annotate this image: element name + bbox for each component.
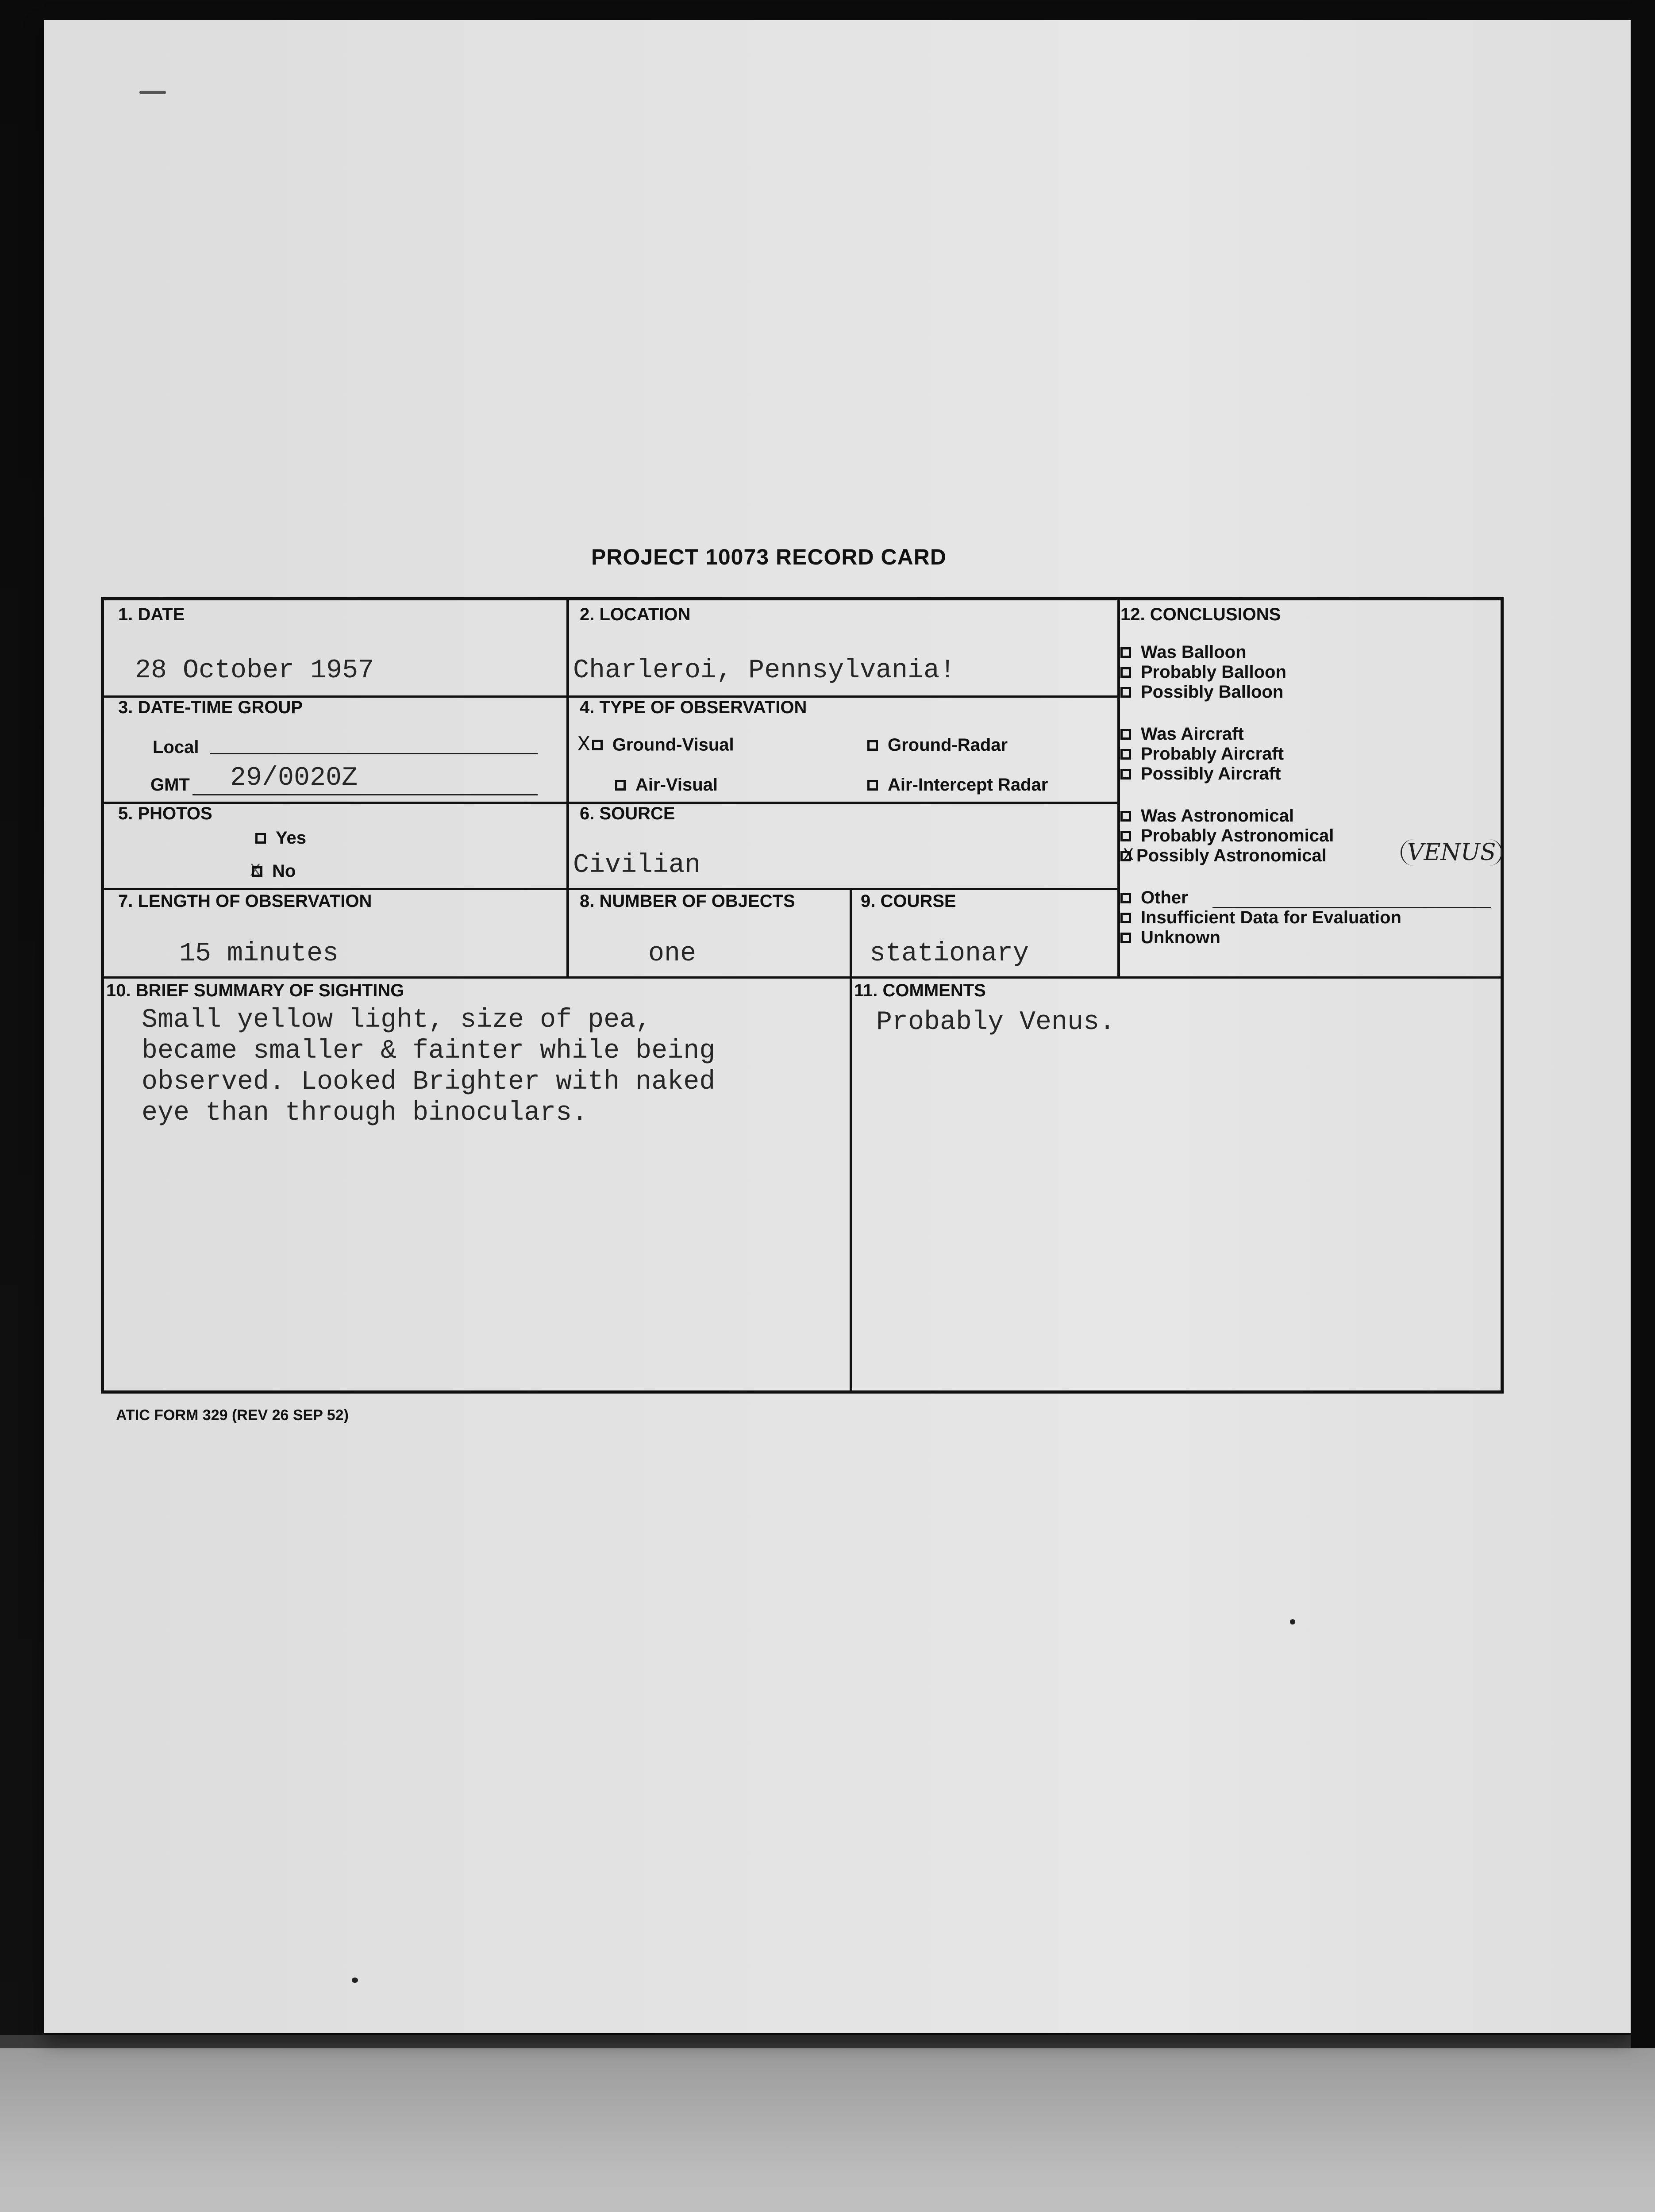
conclusion-text: Probably Astronomical	[1141, 826, 1334, 845]
conclusion-text: Insufficient Data for Evaluation	[1141, 908, 1401, 927]
conclusion-text: Unknown	[1141, 928, 1220, 947]
conclusion-was-balloon[interactable]	[1120, 642, 1247, 662]
conclusion-possibly-aircraft[interactable]	[1120, 764, 1281, 784]
source-label: 6. SOURCE	[580, 804, 675, 823]
conclusion-text: Was Aircraft	[1141, 724, 1244, 744]
checkbox-checked[interactable]	[252, 866, 262, 877]
conclusion-other[interactable]	[1120, 888, 1188, 908]
checkbox[interactable]	[1120, 811, 1131, 822]
conclusion-text: Possibly Balloon	[1141, 682, 1284, 702]
checkbox[interactable]	[1120, 933, 1131, 943]
ground-visual-text: Ground-Visual	[612, 735, 734, 755]
checkbox[interactable]	[1120, 667, 1131, 678]
venus-annotation: VENUS	[1401, 839, 1502, 866]
summary-line: observed. Looked Brighter with naked	[142, 1067, 716, 1097]
checkbox[interactable]	[1120, 893, 1131, 903]
checkbox[interactable]	[1120, 749, 1131, 760]
dtg-local-line	[210, 753, 538, 754]
air-intercept-radar-option[interactable]	[867, 775, 1048, 795]
conclusion-text: Possibly Astronomical	[1136, 846, 1327, 865]
ground-visual-option[interactable]	[577, 733, 734, 757]
checkbox[interactable]	[1120, 687, 1131, 698]
checkbox[interactable]	[615, 780, 626, 791]
source-value: Civilian	[573, 850, 701, 880]
card-title: PROJECT 10073 RECORD CARD	[591, 545, 947, 569]
ground-radar-text: Ground-Radar	[888, 735, 1008, 755]
checkbox[interactable]	[867, 780, 878, 791]
dtg-gmt-line	[192, 794, 538, 795]
conclusions-label: 12. CONCLUSIONS	[1120, 605, 1281, 624]
ground-visual-mark: X	[577, 733, 590, 757]
dtg-local-label: Local	[153, 737, 199, 757]
conclusion-mark: X	[1123, 846, 1134, 866]
divider	[1117, 600, 1120, 976]
date-value: 28 October 1957	[135, 656, 374, 686]
lower-sheet	[0, 2048, 1655, 2212]
scan-speck	[1290, 1619, 1295, 1624]
scan-speck	[352, 1978, 358, 1983]
conclusion-text: Possibly Aircraft	[1141, 764, 1281, 783]
photos-no-option[interactable]	[250, 861, 296, 881]
air-visual-option[interactable]	[615, 775, 718, 795]
type-obs-label: 4. TYPE OF OBSERVATION	[580, 698, 807, 717]
conclusion-text: Probably Aircraft	[1141, 744, 1284, 764]
location-value: Charleroi, Pennsylvania!	[573, 656, 956, 686]
conclusion-probably-astronomical[interactable]	[1120, 826, 1334, 846]
summary-line: eye than through binoculars.	[142, 1098, 588, 1128]
location-label: 2. LOCATION	[580, 605, 691, 624]
photos-label: 5. PHOTOS	[118, 804, 212, 823]
divider	[104, 976, 1502, 979]
scan-speck	[139, 91, 166, 94]
conclusion-possibly-astronomical[interactable]	[1120, 846, 1327, 866]
num-objects-value: one	[648, 939, 697, 969]
conclusion-was-astronomical[interactable]	[1120, 806, 1294, 826]
form-footer: ATIC FORM 329 (REV 26 SEP 52)	[116, 1407, 349, 1424]
conclusion-text: Other	[1141, 888, 1188, 907]
summary-label: 10. BRIEF SUMMARY OF SIGHTING	[106, 981, 404, 1000]
conclusion-insufficient-data[interactable]	[1120, 908, 1401, 928]
divider	[850, 976, 852, 1392]
comments-value: Probably Venus.	[876, 1007, 1116, 1037]
summary-line: Small yellow light, size of pea,	[142, 1005, 652, 1035]
checkbox-checked[interactable]	[592, 740, 603, 750]
comments-label: 11. COMMENTS	[854, 981, 986, 1000]
conclusion-text: Was Balloon	[1141, 642, 1247, 662]
checkbox[interactable]	[867, 740, 878, 751]
photos-no-mark: X	[250, 861, 261, 881]
air-visual-text: Air-Visual	[635, 775, 718, 795]
record-card-form	[101, 597, 1504, 1394]
photos-yes-text: Yes	[276, 828, 306, 848]
photos-no-text: No	[272, 861, 296, 881]
num-objects-label: 8. NUMBER OF OBJECTS	[580, 891, 795, 911]
conclusion-text: Was Astronomical	[1141, 806, 1294, 826]
checkbox[interactable]	[1120, 729, 1131, 740]
course-value: stationary	[870, 939, 1029, 969]
conclusion-probably-aircraft[interactable]	[1120, 744, 1284, 764]
conclusion-was-aircraft[interactable]	[1120, 724, 1244, 744]
scan-right-edge	[1631, 0, 1655, 2048]
photos-yes-option[interactable]	[255, 828, 306, 848]
length-value: 15 minutes	[179, 939, 339, 969]
date-label: 1. DATE	[118, 605, 185, 624]
checkbox[interactable]	[1120, 913, 1131, 923]
divider	[566, 600, 569, 976]
checkbox[interactable]	[255, 833, 266, 844]
checkbox[interactable]	[1120, 831, 1131, 841]
length-label: 7. LENGTH OF OBSERVATION	[118, 891, 372, 911]
divider	[104, 888, 1117, 890]
checkbox[interactable]	[1120, 647, 1131, 658]
course-label: 9. COURSE	[861, 891, 956, 911]
divider	[850, 888, 852, 976]
summary-line: became smaller & fainter while being	[142, 1036, 716, 1066]
dtg-label: 3. DATE-TIME GROUP	[118, 698, 303, 717]
checkbox[interactable]	[1120, 769, 1131, 780]
dtg-gmt-label: GMT	[150, 775, 190, 795]
ground-radar-option[interactable]	[867, 735, 1008, 755]
conclusion-probably-balloon[interactable]	[1120, 662, 1286, 682]
air-intercept-radar-text: Air-Intercept Radar	[888, 775, 1048, 795]
dtg-gmt-value: 29/0020Z	[230, 763, 358, 793]
conclusion-text: Probably Balloon	[1141, 662, 1286, 682]
conclusion-unknown[interactable]	[1120, 928, 1220, 948]
conclusion-possibly-balloon[interactable]	[1120, 682, 1283, 702]
